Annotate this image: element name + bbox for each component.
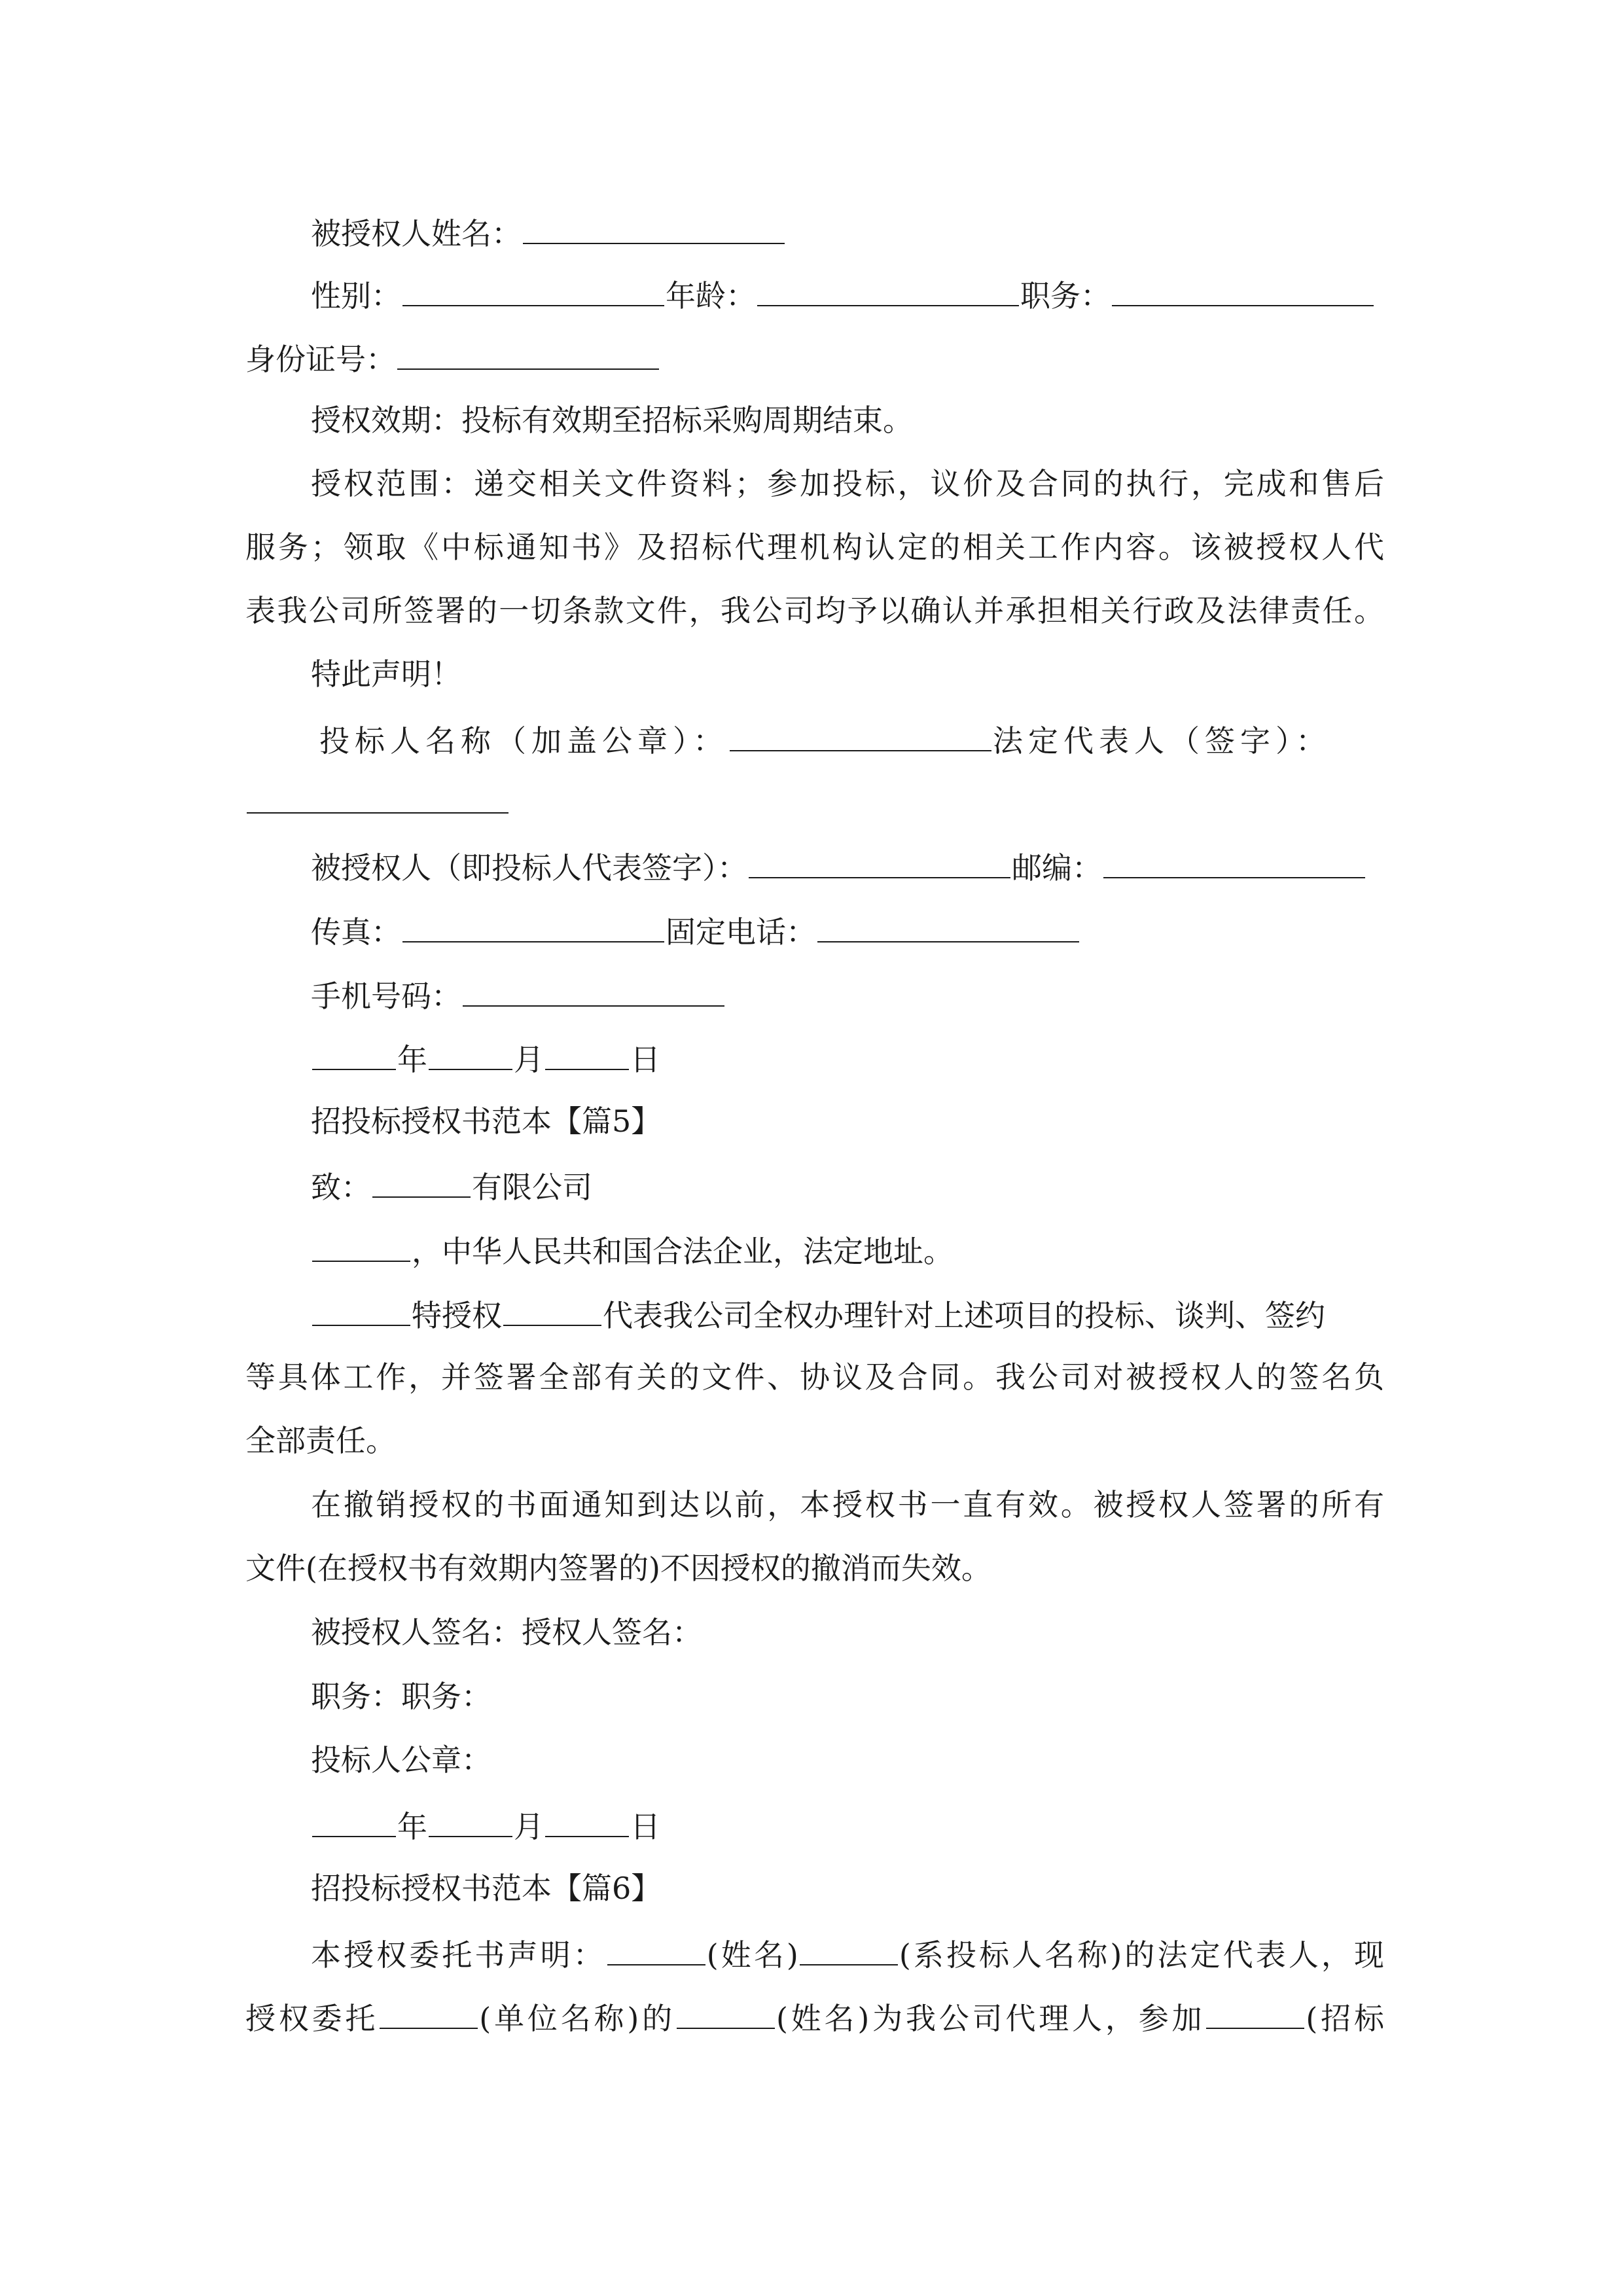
addressee-line — [311, 1165, 1384, 1204]
age-label: 年龄： — [666, 278, 756, 314]
id-number-label: 身份证号： — [245, 342, 396, 377]
authorizer-blank — [312, 1293, 410, 1326]
fax-phone-line — [311, 910, 1384, 949]
authorize-label: 特授权 — [412, 1298, 502, 1333]
unit-hint: (单位名称)的 — [479, 2001, 675, 2036]
power-of-attorney-line-2 — [245, 1996, 1384, 2036]
id-number-line — [245, 337, 1384, 376]
phone-label: 固定电话： — [666, 914, 816, 950]
company-blank — [372, 1165, 471, 1198]
day-label: 日 — [630, 1042, 660, 1077]
company-name-blank — [312, 1229, 410, 1262]
grantee-signature-line — [311, 846, 1384, 885]
bidder-name-label: 投标人名称（加盖公章）： — [319, 723, 728, 759]
authorize-line — [311, 1293, 1384, 1333]
day-blank — [545, 1037, 629, 1070]
grantee-name-blank — [523, 211, 785, 244]
authorization-scope-line-3: 表我公司所签署的一切条款文件，我公司均予以确认并承担相关行政及法律责任。 — [245, 593, 1384, 628]
validity-text-line-1: 在撤销授权的书面通知到达以前，本授权书一直有效。被授权人签署的所有 — [311, 1487, 1384, 1522]
power-of-attorney-line-1 — [311, 1933, 1384, 1972]
declaration-text: 特此声明！ — [311, 656, 461, 692]
date-line-2 — [311, 1804, 1384, 1844]
statement-label: 本授权委托书声明： — [311, 1937, 606, 1973]
day-blank — [545, 1804, 629, 1837]
authorization-scope-line-1: 授权范围：递交相关文件资料；参加投标，议价及合同的执行，完成和售后 — [311, 466, 1384, 501]
fax-label: 传真： — [311, 914, 401, 950]
month-label: 月 — [514, 1809, 544, 1844]
bidder-blank — [800, 1933, 898, 1965]
authorization-scope-line-2: 服务；领取《中标通知书》及招标代理机构认定的相关工作内容。该被授权人代 — [245, 529, 1384, 565]
authorization-period: 授权效期：投标有效期至招标采购周期结束。 — [311, 403, 913, 438]
year-blank — [312, 1037, 396, 1070]
authorize-text: 代表我公司全权办理针对上述项目的投标、谈判、签约 — [603, 1298, 1325, 1333]
legal-rep-label: 法定代表人（签字）： — [993, 723, 1331, 759]
bidder-name-blank — [730, 719, 991, 751]
grantee-signature-label: 被授权人（即投标人代表签字）： — [311, 850, 747, 886]
day-label: 日 — [630, 1809, 660, 1844]
month-blank — [429, 1804, 512, 1837]
mobile-line — [311, 974, 1384, 1013]
gender-label: 性别： — [311, 278, 401, 314]
postcode-blank — [1103, 846, 1365, 878]
year-label: 年 — [397, 1809, 427, 1844]
validity-text-line-2: 文件(在授权书有效期内签署的)不因授权的撤消而失效。 — [245, 1551, 991, 1586]
position-label: 职务： — [1020, 278, 1111, 314]
name-blank — [607, 1933, 705, 1965]
company-suffix: 有限公司 — [472, 1170, 592, 1205]
legal-rep-blank — [247, 781, 508, 814]
agent-name-blank — [677, 1996, 775, 2029]
fax-blank — [402, 910, 664, 942]
postcode-label: 邮编： — [1012, 850, 1102, 886]
signature-labels: 被授权人签名：授权人签名： — [311, 1615, 702, 1650]
bidder-seal-label: 投标人公章： — [311, 1742, 491, 1778]
authorized-blank — [503, 1293, 601, 1326]
mobile-blank — [463, 974, 724, 1007]
legal-rep-blank-line — [245, 781, 1384, 820]
entrust-label: 授权委托 — [245, 2001, 379, 2036]
bidder-name-line — [319, 719, 1393, 758]
date-line-1 — [311, 1037, 1384, 1077]
authorize-text-line-3: 全部责任。 — [245, 1423, 396, 1458]
unit-blank — [380, 1996, 478, 2029]
gender-age-position-line — [311, 274, 1384, 313]
mobile-label: 手机号码： — [311, 978, 461, 1014]
tender-blank — [1206, 1996, 1304, 2029]
bidder-hint: (系投标人名称)的法定代表人，现 — [899, 1937, 1384, 1973]
addressee-label: 致： — [311, 1170, 371, 1205]
age-blank — [757, 274, 1019, 306]
section-heading-6: 招投标授权书范本【篇6】 — [311, 1871, 662, 1906]
authorize-text-line-2: 等具体工作，并签署全部有关的文件、协议及合同。我公司对被授权人的签名负 — [245, 1359, 1384, 1395]
position-blank — [1112, 274, 1374, 306]
gender-blank — [402, 274, 664, 306]
company-statement: ，中华人民共和国合法企业，法定地址。 — [412, 1234, 954, 1269]
phone-blank — [817, 910, 1079, 942]
grantee-name-line — [311, 211, 1384, 251]
month-blank — [429, 1037, 512, 1070]
year-label: 年 — [397, 1042, 427, 1077]
agent-hint: (姓名)为我公司代理人，参加 — [776, 2001, 1205, 2036]
grantee-name-label: 被授权人姓名： — [311, 216, 522, 251]
grantee-signature-blank — [749, 846, 1010, 878]
year-blank — [312, 1804, 396, 1837]
position-labels: 职务：职务： — [311, 1679, 491, 1714]
tender-hint: (招标 — [1306, 2001, 1384, 2036]
name-hint: (姓名) — [706, 1937, 798, 1973]
month-label: 月 — [514, 1042, 544, 1077]
section-heading-5: 招投标授权书范本【篇5】 — [311, 1103, 662, 1139]
id-number-blank — [397, 337, 659, 370]
company-statement-line — [311, 1229, 1384, 1268]
